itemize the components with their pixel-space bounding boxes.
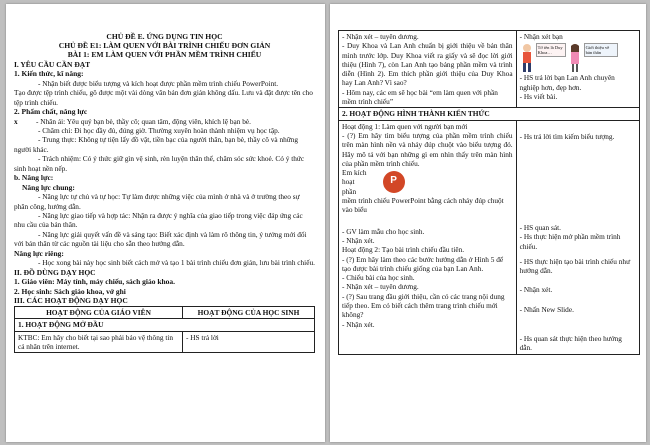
paragraph: - GV làm mẫu cho học sinh. bbox=[342, 226, 425, 236]
activities-table-continued bbox=[338, 30, 640, 355]
table-row bbox=[15, 331, 315, 353]
paragraph: - Năng lực giải quyết vấn đề và sáng tạo: Biết xác định và làm rõ thông tin, ý tưởng mới đối với bản thân từ các nguồn tài liệu cho sẵn theo hướng dẫn. bbox=[14, 229, 307, 249]
paragraph: Hoạt động 1: Làm quen với người bạn mới bbox=[342, 121, 468, 131]
powerpoint-icon: P bbox=[383, 171, 405, 193]
paragraph: - Hs thực hiện mở phần mềm trình chiếu. bbox=[519, 232, 621, 251]
paragraph: - Hs viết bài. bbox=[519, 91, 558, 101]
lesson-title: BÀI 1: EM LÀM QUEN VỚI PHẦN MỀM TRÌNH CHIẾU bbox=[67, 50, 262, 60]
paragraph: - Nhận xét. bbox=[519, 285, 553, 295]
paragraph: - Nhận xét. bbox=[342, 319, 375, 329]
paragraph: - Chăm chỉ: Đi học đầy đủ, đúng giờ. Thường xuyên hoàn thành nhiệm vụ học tập. bbox=[38, 126, 280, 136]
list-marker: x bbox=[14, 116, 18, 126]
paragraph: Tạo được tệp trình chiếu, gõ được một vài dòng văn bản đơn giản không dấu. Lưu và đặt được tên cho tệp trình chiếu. bbox=[14, 88, 313, 107]
paragraph: phần bbox=[342, 186, 357, 196]
table-row bbox=[339, 120, 640, 354]
table-cell: - HS trả lời bbox=[183, 331, 315, 353]
paragraph: - Nhận xét – tuyên dương. bbox=[342, 32, 419, 41]
activities-table bbox=[14, 306, 315, 353]
document-page-1 bbox=[6, 4, 325, 442]
paragraph: - Nhân ái: Yêu quý bạn bè, thầy cô; quan tâm, động viên, khích lệ bạn bè. bbox=[36, 116, 251, 126]
paragraph: - Hs trả lời tìm kiếm biểu tượng. bbox=[519, 131, 615, 141]
paragraph: - Nhận xét – tuyên dương. bbox=[342, 282, 419, 292]
paragraph: - HS thực hiện tạo bài trình chiếu như hướng dẫn. bbox=[519, 256, 631, 276]
student-girl-icon bbox=[568, 43, 582, 73]
paragraph: - Duy Khoa và Lan Anh chuẩn bị giới thiệu về bản thân mình trước lớp. Duy Khoa viết ra giấy và sẽ đọc lời giới thiệu (Hình 7), còn Lan Anh tạo bảng phần mềm và trình diễn (Hình 2). Em thích phần giới thiệu của Duy Khoa hay Lan Anh? Vì sao? bbox=[342, 41, 513, 88]
paragraph: Hoạt động 2: Tạo bài trình chiếu đầu tiên. bbox=[342, 245, 465, 255]
activity-section: 2. HOẠT ĐỘNG HÌNH THÀNH KIẾN THỨC bbox=[339, 108, 640, 120]
table-header-student: HOẠT ĐỘNG CỦA HỌC SINH bbox=[183, 307, 315, 319]
table-row bbox=[339, 31, 640, 108]
paragraph: - (?) Em hãy tìm biểu tượng của phần mềm trình chiếu trên màn hình nền và nháy đúp chuột vào biểu tượng đó. Hãy mô tả với bạn những gì em nhìn thấy trên màn hình của phần mềm trình chiếu. bbox=[342, 130, 513, 168]
table-cell bbox=[516, 31, 639, 108]
table-cell bbox=[516, 120, 639, 354]
section-heading: III. CÁC HOẠT ĐỘNG DẠY HỌC bbox=[14, 296, 128, 306]
table-row bbox=[15, 319, 315, 331]
subsection-heading: Năng lực riêng: bbox=[14, 248, 64, 258]
subsection-heading: 2. Học sinh: Sách giáo khoa, vở ghi bbox=[14, 286, 126, 296]
paragraph: hoạt bbox=[342, 177, 355, 187]
paragraph: - Chiếu bài của học sinh. bbox=[342, 273, 415, 283]
paragraph: Em kích bbox=[342, 168, 367, 178]
paragraph: - Năng lực giao tiếp và hợp tác: Nhận ra được ý nghĩa của giao tiếp trong việc đáp ứng các nhu cầu của bản thân. bbox=[14, 211, 303, 230]
subsection-heading: 1. Kiến thức, kĩ năng: bbox=[14, 69, 84, 79]
student-boy-icon bbox=[520, 43, 534, 73]
paragraph: - Nhấn New Slide. bbox=[519, 304, 574, 314]
paragraph: - Nhận biết được biểu tượng và kích hoạt được phần mềm trình chiếu PowerPoint. bbox=[38, 78, 279, 88]
table-row bbox=[339, 108, 640, 120]
subsection-heading: b. Năng lực: bbox=[14, 173, 54, 183]
paragraph: - Năng lực tự chủ và tự học: Tự làm được những việc của mình ở nhà và ở trường theo sự phân công, hướng dẫn. bbox=[14, 192, 300, 211]
table-row bbox=[15, 307, 315, 319]
subsection-heading: 2. Phẩm chất, năng lực bbox=[14, 107, 88, 117]
subsection-heading: Năng lực chung: bbox=[22, 182, 75, 192]
paragraph: - Nhận xét bạn bbox=[519, 32, 563, 41]
paragraph: - Học xong bài này học sinh biết cách mở và tạo 1 bài trình chiếu đơn giản, lưu bài trình chiếu. bbox=[38, 258, 315, 268]
paragraph: - Trách nhiệm: Có ý thức giữ gìn vệ sinh, rèn luyện thân thể, chăm sóc sức khoẻ. Có ý thức sinh hoạt nền nếp. bbox=[14, 154, 305, 173]
table-cell bbox=[339, 120, 517, 354]
subsection-heading: 1. Giáo viên: Máy tính, máy chiếu, sách giáo khoa. bbox=[14, 277, 176, 287]
paragraph: - HS quan sát. bbox=[519, 222, 561, 232]
paragraph: - HS trả lời bạn Lan Anh chuyên nghiệp hơn, đẹp hơn. bbox=[519, 73, 615, 92]
activity-section: 1. HOẠT ĐỘNG MỞ ĐẦU bbox=[15, 319, 315, 331]
section-heading: II. ĐỒ DÙNG DẠY HỌC bbox=[14, 267, 96, 277]
paragraph: - (?) Em hãy làm theo các bước hướng dẫn ở Hình 5 để tạo được bài trình chiếu giống của bạn Lan Anh. bbox=[342, 254, 504, 273]
paragraph: - (?) Sau trang đầu giới thiệu, cần có các trang nội dung tiếp theo. Em có biết cách thêm trang trình chiếu mới không? bbox=[342, 291, 505, 320]
document-page-2 bbox=[330, 4, 646, 442]
paragraph: - Trung thực: Không tự tiện lấy đồ vật, tiền bạc của người thân, bạn bè, thầy cô và những người khác. bbox=[14, 135, 299, 154]
topic-title: CHỦ ĐỀ E. ỨNG DỤNG TIN HỌC bbox=[106, 32, 223, 41]
speech-bubble: Tớ tên là Duy Khoa… bbox=[536, 43, 566, 57]
table-cell: KTBC: Em hãy cho biết tại sao phải bảo vệ thông tin cá nhân trên internet. bbox=[15, 331, 183, 353]
paragraph: - Hs quan sát thực hiện theo hướng dẫn. bbox=[519, 334, 622, 353]
table-cell bbox=[339, 31, 517, 108]
subtopic-title: CHỦ ĐỀ E1: LÀM QUEN VỚI BÀI TRÌNH CHIẾU ĐƠN GIẢN bbox=[58, 41, 271, 51]
paragraph: mềm trình chiếu PowerPoint bằng cách nháy đúp chuột vào biểu bbox=[342, 196, 504, 215]
section-heading: I. YÊU CẦU CẦN ĐẠT bbox=[14, 59, 91, 69]
paragraph: - Nhận xét. bbox=[342, 235, 375, 245]
illustration bbox=[520, 43, 636, 73]
table-header-teacher: HOẠT ĐỘNG CỦA GIÁO VIÊN bbox=[15, 307, 183, 319]
presentation-slide: Giới thiệu về bản thân bbox=[584, 43, 618, 57]
paragraph: - Hôm nay, các em sẽ học bài “em làm quen với phần mềm trình chiếu” bbox=[342, 87, 498, 107]
